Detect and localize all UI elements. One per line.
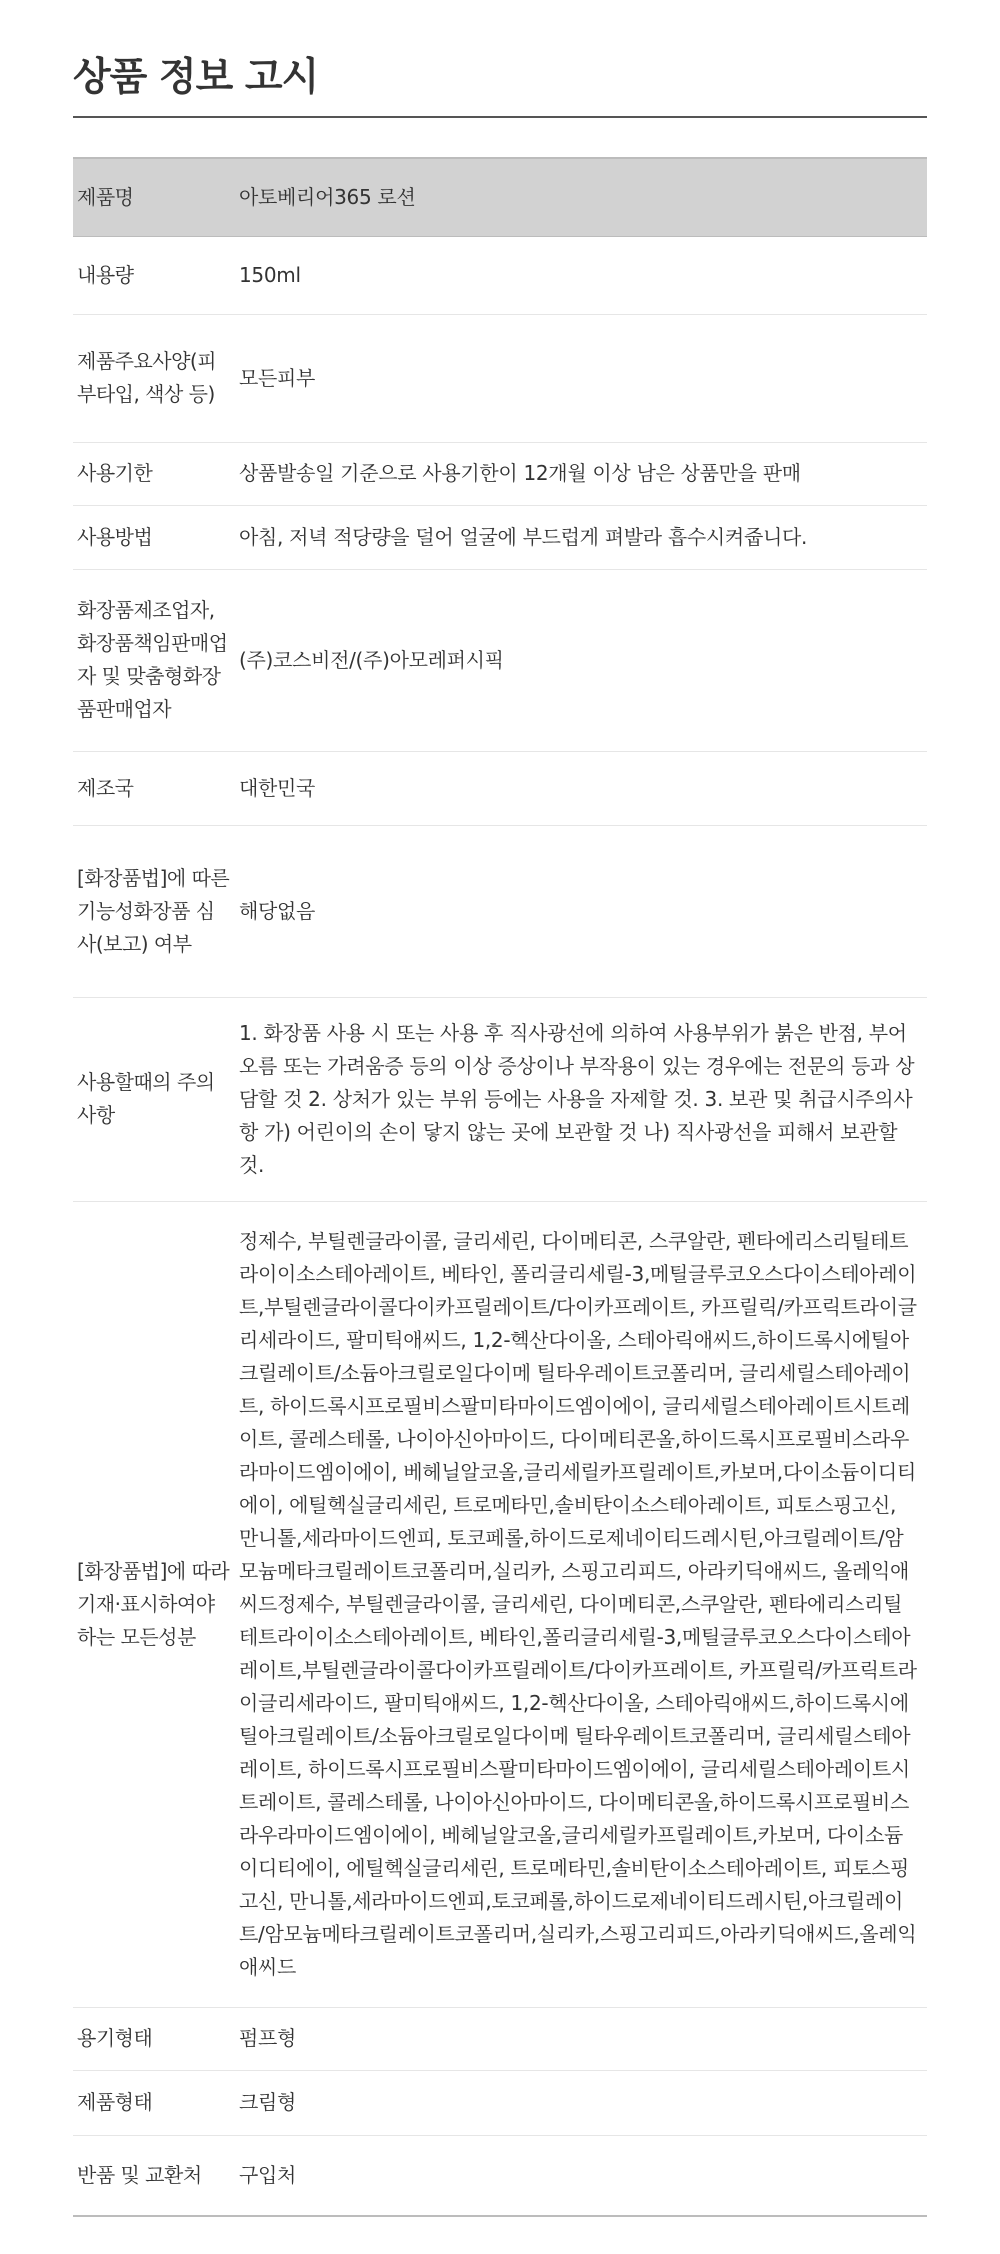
table-row-expiry: [73, 442, 927, 505]
row-value: 펌프형: [239, 2007, 927, 2070]
table-row-volume: [73, 236, 927, 314]
table-row-product-name: [73, 158, 927, 236]
table-row-container-type: [73, 2007, 927, 2070]
row-value: 크림형: [239, 2070, 927, 2135]
row-value: 정제수, 부틸렌글라이콜, 글리세린, 다이메티콘, 스쿠알란, 펜타에리스리틸테트라이이소스테아레이트, 베타인, 폴리글리세릴-3,메틸글루코오스다이스테아레이트,부틸렌글라이콜다이카프릴레이트/다이카프레이트, 카프릴릭/카프릭트라이글리세라이드, 팔미틱애씨드, 1,2-헥산다이올, 스테아릭애씨드,하이드록시에틸아크릴레이트/소듐아크릴로일다이메 틸타우레이트코폴리머, 글리세릴스테아레이트, 하이드록시프로필비스팔미타마이드엠이에이, 글리세릴스테아레이트시트레이트, 콜레스테롤, 나이아신아마이드, 다이메티콘올,하이드록시프로필비스라우라마이드엠이에이, 베헤닐알코올,글리세릴카프릴레이트,카보머,다이소듐이디티에이, 에틸헥실글리세린, 트로메타민,솔비탄이소스테아레이트, 피토스핑고신, 만니톨,세라마이드엔피, 토코페롤,하이드로제네이티드레시틴,아크릴레이트/암모늄메타크릴레이트코폴리머,실리카, 스핑고리피드, 아라키딕애씨드, 올레익애씨드정제수, 부틸렌글라이콜, 글리세린, 다이메티콘,스쿠알란, 펜타에리스리틸테트라이이소스테아레이트, 베타인,폴리글리세릴-3,메틸글루코오스다이스테아레이트,부틸렌글라이콜다이카프릴레이트/다이카프레이트, 카프릴릭/카프릭트라이글리세라이드, 팔미틱애씨드, 1,2-헥산다이올, 스테아릭애씨드,하이드록시에틸아크릴레이트/소듐아크릴로일다이메 틸타우레이트코폴리머, 글리세릴스테아레이트, 하이드록시프로필비스팔미타마이드엠이에이, 글리세릴스테아레이트시트레이트, 콜레스테롤, 나이아신아마이드, 다이메티콘올,하이드록시프로필비스라우라마이드엠이에이, 베헤닐알코올,글리세릴카프릴레이트,카보머, 다이소듐이디티에이, 에틸헥실글리세린, 트로메타민,솔비탄이소스테아레이트, 피토스핑고신, 만니톨,세라마이드엔피,토코페롤,하이드로제네이티드레시틴,아크릴레이트/암모늄메타크릴레이트코폴리머,실리카,스핑고리피드,아라키딕애씨드,올레익애씨드: [239, 1201, 927, 2007]
table-row-country: [73, 751, 927, 825]
row-label: [화장품법]에 따라 기재·표시하여야 하는 모든성분: [73, 1201, 239, 2007]
row-label: 사용할때의 주의사항: [73, 997, 239, 1201]
row-value: 대한민국: [239, 751, 927, 825]
row-value: 1. 화장품 사용 시 또는 사용 후 직사광선에 의하여 사용부위가 붉은 반점, 부어오름 또는 가려움증 등의 이상 증상이나 부작용이 있는 경우에는 전문의 등과 상담할 것 2. 상처가 있는 부위 등에는 사용을 자제할 것. 3. 보관 및 취급시주의사항 가) 어린이의 손이 닿지 않는 곳에 보관할 것 나) 직사광선을 피해서 보관할 것.: [239, 997, 927, 1201]
row-label: 사용방법: [73, 505, 239, 569]
row-label: 화장품제조업자, 화장품책임판매업자 및 맞춤형화장품판매업자: [73, 569, 239, 751]
row-value: 150ml: [239, 236, 927, 314]
row-label: 제품명: [73, 158, 239, 236]
row-label: 사용기한: [73, 442, 239, 505]
row-label: 제조국: [73, 751, 239, 825]
title-divider: [73, 116, 927, 118]
row-label: [화장품법]에 따른기능성화장품 심사(보고) 여부: [73, 825, 239, 997]
row-value: 구입처: [239, 2135, 927, 2216]
table-row-manufacturer: [73, 569, 927, 751]
row-label: 용기형태: [73, 2007, 239, 2070]
row-value: 상품발송일 기준으로 사용기한이 12개월 이상 남은 상품만을 판매: [239, 442, 927, 505]
table-row-product-type: [73, 2070, 927, 2135]
table-row-usage: [73, 505, 927, 569]
table-row-main-spec: [73, 314, 927, 442]
table-row-ingredients: [73, 1201, 927, 2007]
row-value: 해당없음: [239, 825, 927, 997]
row-label: 반품 및 교환처: [73, 2135, 239, 2216]
row-label: 제품형태: [73, 2070, 239, 2135]
page-title: 상품 정보 고시: [73, 55, 319, 100]
row-label: 내용량: [73, 236, 239, 314]
table-row-functional-review: [73, 825, 927, 997]
table-row-cautions: [73, 997, 927, 1201]
row-value: 아토베리어365 로션: [239, 158, 927, 236]
row-value: 아침, 저녁 적당량을 덜어 얼굴에 부드럽게 펴발라 흡수시켜줍니다.: [239, 505, 927, 569]
row-value: 모든피부: [239, 314, 927, 442]
row-label: 제품주요사양(피부타입, 색상 등): [73, 314, 239, 442]
product-info-table: [73, 157, 927, 2217]
row-value: (주)코스비전/(주)아모레퍼시픽: [239, 569, 927, 751]
table-row-returns: [73, 2135, 927, 2216]
